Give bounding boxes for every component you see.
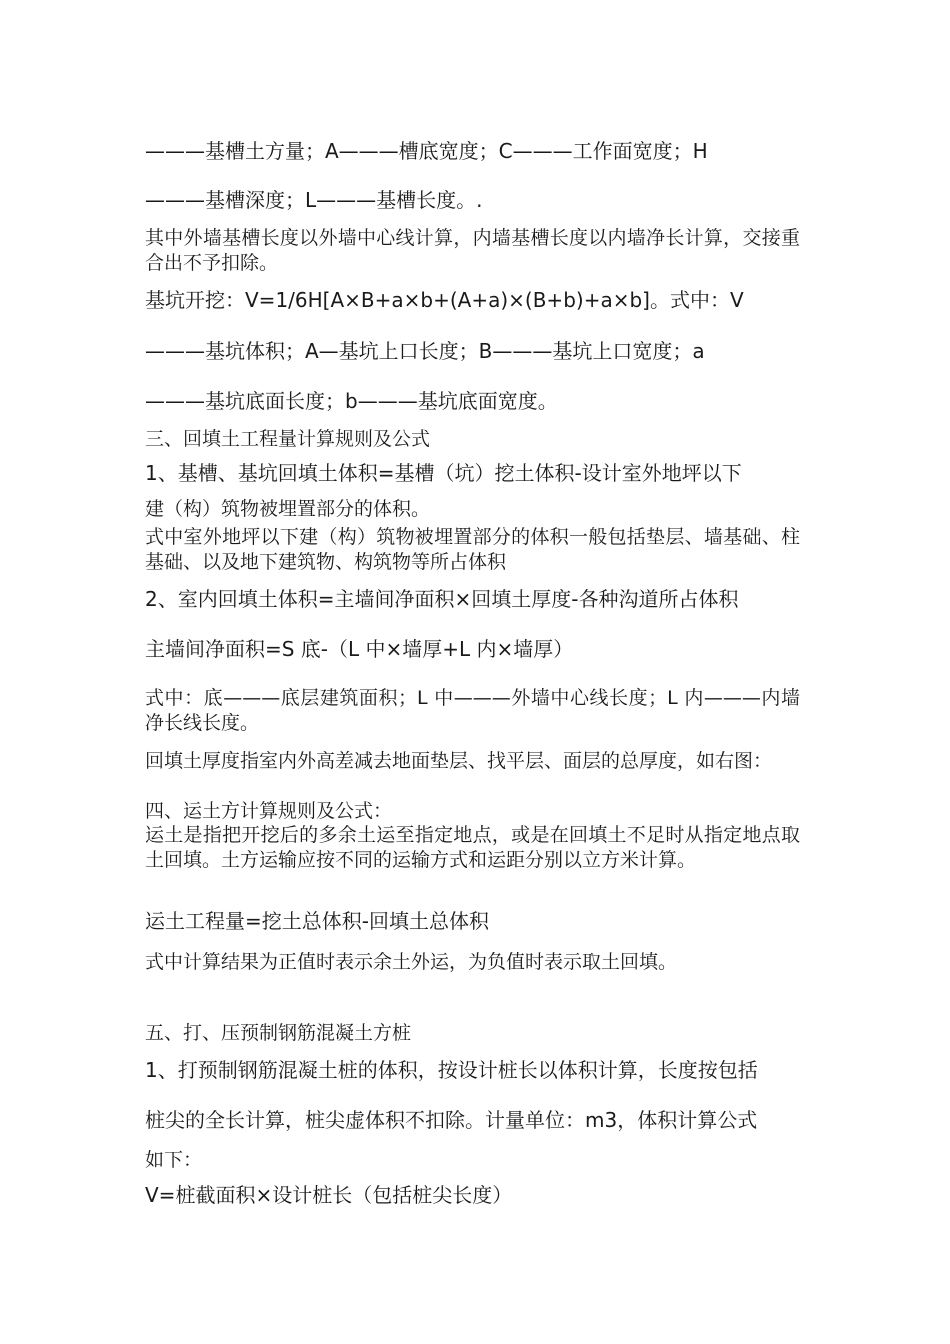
- trench-definitions-line-1: ———基槽土方量；A———槽底宽度；C———工作面宽度；H: [145, 139, 708, 163]
- backfill-rule-1-line-2: 建（构）筑物被埋置部分的体积。: [145, 498, 431, 520]
- earth-transport-paragraph: 运土是指把开挖后的多余土运至指定地点，或是在回填土不足时从指定地点取土回填。土方运输应按不同的运输方式和运距分别以立方米计算。: [145, 824, 800, 871]
- pile-rule-line-1: 1、打预制钢筋混凝土桩的体积，按设计桩长以体积计算，长度按包括: [145, 1058, 758, 1082]
- pile-volume-formula: V=桩截面积×设计桩长（包括桩尖长度）: [145, 1183, 513, 1207]
- pit-definitions-line-1: ———基坑体积；A—基坑上口长度；B———基坑上口宽度；a: [145, 339, 705, 363]
- net-area-formula: 主墙间净面积=S 底-（L 中×墙厚+L 内×墙厚）: [145, 637, 574, 661]
- trench-length-paragraph: 其中外墙基槽长度以外墙中心线计算，内墙基槽长度以内墙净长计算，交接重合出不予扣除。: [145, 227, 800, 274]
- indoor-backfill-formula: 2、室内回填土体积=主墙间净面积×回填土厚度-各种沟道所占体积: [145, 587, 739, 611]
- buried-volume-paragraph: 式中室外地坪以下建（构）筑物被埋置部分的体积一般包括垫层、墙基础、柱基础、以及地下建筑物、构筑物等所占体积: [145, 526, 800, 573]
- section-heading-precast-piles: 五、打、压预制钢筋混凝土方桩: [145, 1022, 412, 1044]
- section-heading-backfill: 三、回填土工程量计算规则及公式: [145, 428, 431, 450]
- pile-rule-line-2: 桩尖的全长计算，桩尖虚体积不扣除。计量单位：m3，体积计算公式: [145, 1108, 758, 1132]
- pit-excavation-formula: 基坑开挖：V=1/6H[A×B+a×b+(A+a)×(B+b)+a×b]。式中：V: [145, 288, 744, 312]
- pit-definitions-line-2: ———基坑底面长度；b———基坑底面宽度。: [145, 389, 558, 413]
- trench-definitions-line-2: ———基槽深度；L———基槽长度。.: [145, 188, 483, 212]
- pile-rule-line-3: 如下：: [145, 1149, 203, 1171]
- transport-result-note: 式中计算结果为正值时表示余土外运，为负值时表示取土回填。: [145, 951, 678, 973]
- backfill-thickness-paragraph: 回填土厚度指室内外高差减去地面垫层、找平层、面层的总厚度，如右图：: [145, 750, 773, 772]
- backfill-rule-1-line-1: 1、基槽、基坑回填土体积=基槽（坑）挖土体积-设计室外地坪以下: [145, 461, 742, 485]
- net-area-definitions: 式中：底———底层建筑面积；L 中———外墙中心线长度；L 内———内墙净长线长度。: [145, 687, 800, 734]
- section-heading-earth-transport: 四、运土方计算规则及公式：: [145, 800, 393, 822]
- transport-volume-formula: 运土工程量=挖土总体积-回填土总体积: [145, 909, 489, 933]
